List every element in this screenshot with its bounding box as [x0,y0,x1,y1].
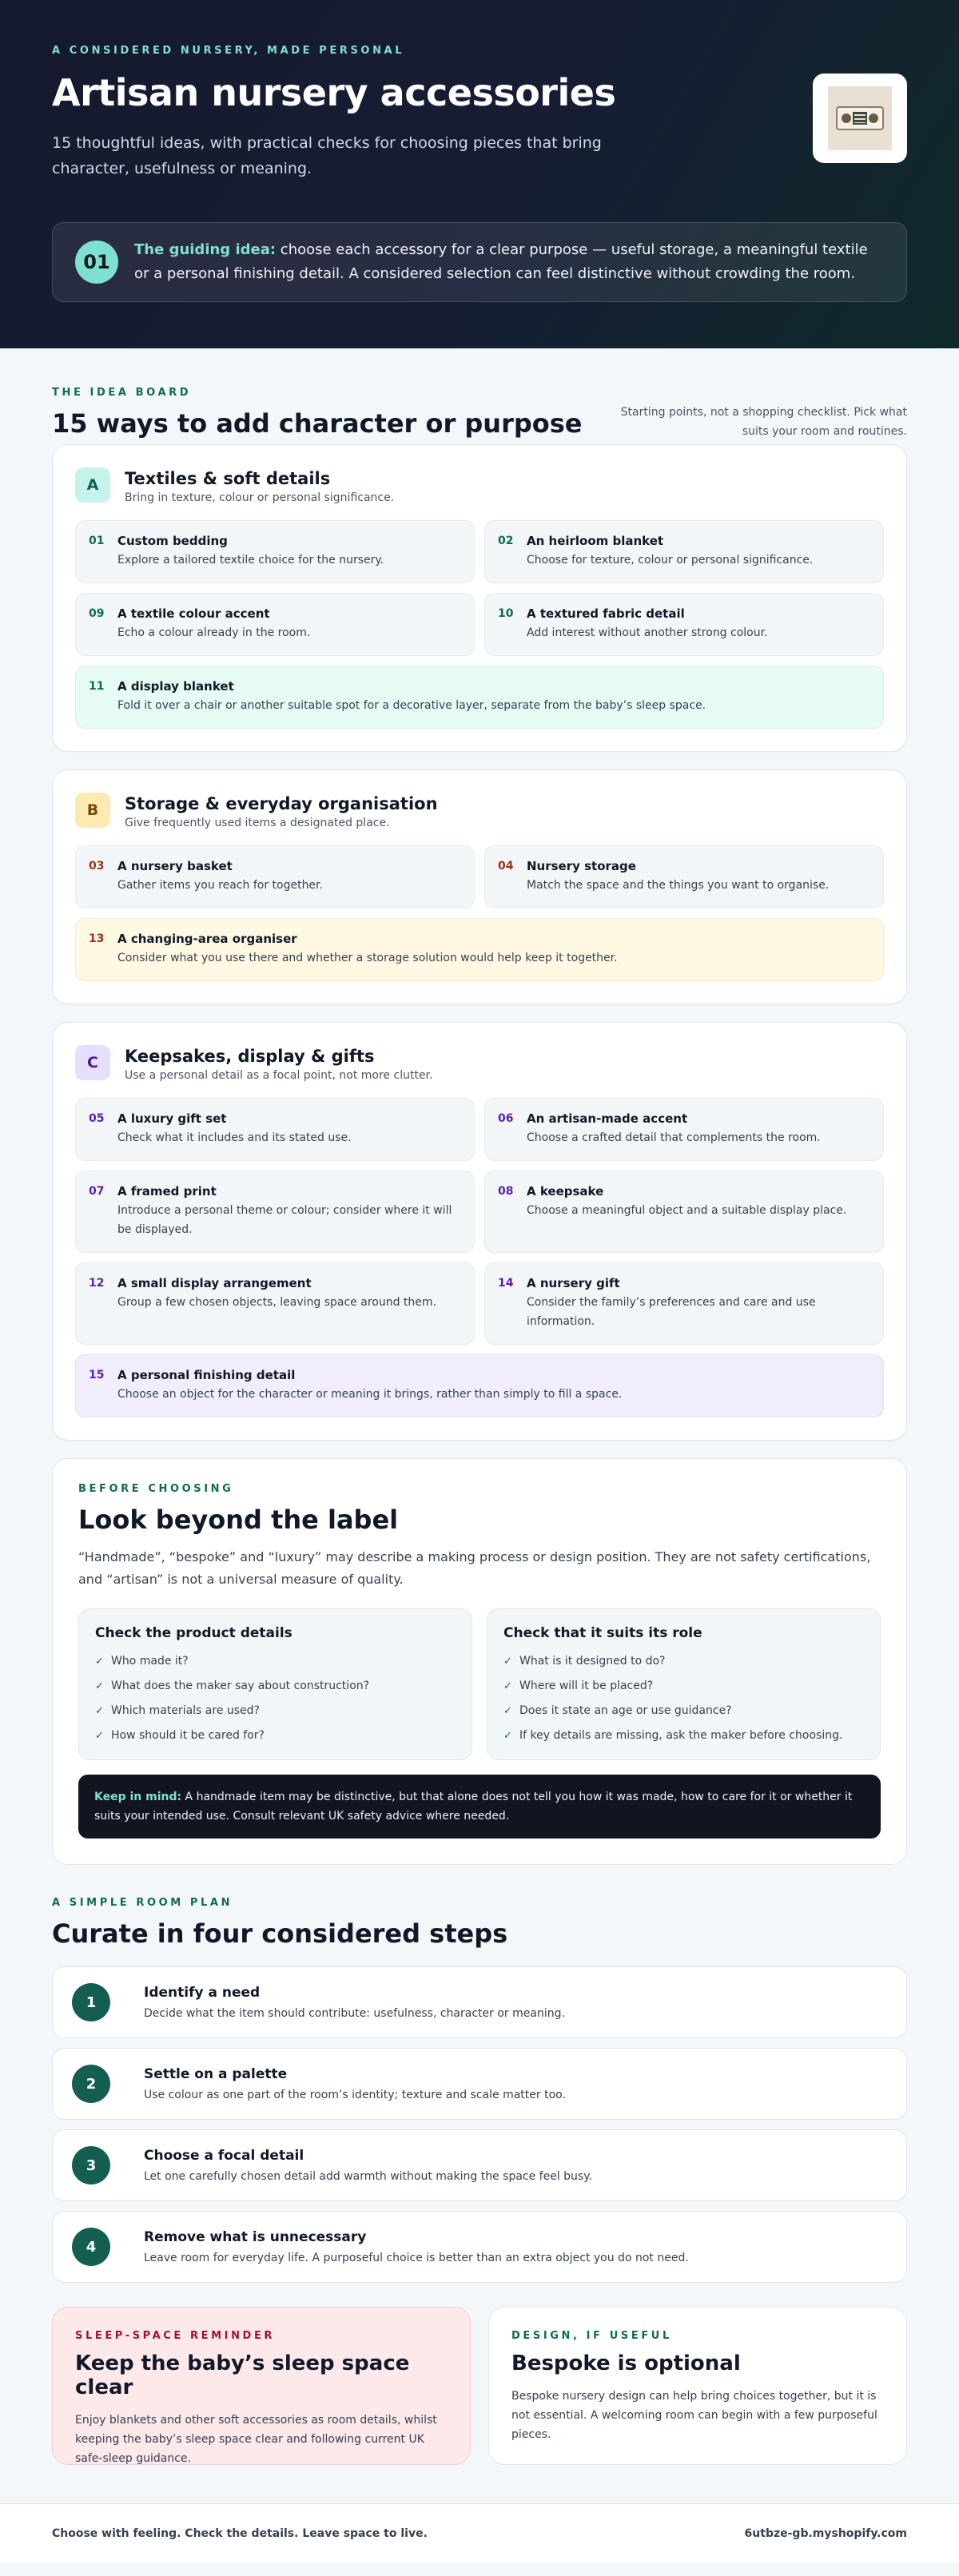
checklist-item-text: Does it state an age or use guidance? [519,1704,732,1717]
group-subtitle: Bring in texture, colour or personal significance. [125,491,395,504]
idea-number: 02 [498,535,514,547]
footer-site-link[interactable]: 6utbze-gb.myshopify.com [744,2526,907,2540]
group-title: Keepsakes, display & gifts [125,1047,375,1066]
plan-step [52,2048,907,2120]
idea-number: 07 [89,1185,105,1198]
guiding-idea-body: choose each accessory for a clear purpose — useful storage, a meaningful textile or a personal finishing detail. A considered selection can feel distinctive without crowding the room. [134,241,868,282]
check-icon: ✓ [95,1705,104,1717]
idea-title: A nursery basket [117,859,233,873]
group-header [75,467,884,504]
idea-number: 15 [89,1369,105,1381]
idea-title: A display blanket [117,679,234,694]
idea-grid [75,845,884,981]
before-eyebrow: BEFORE CHOOSING [78,1483,234,1495]
idea-number: 10 [498,607,514,620]
step-title: Remove what is unnecessary [144,2229,367,2245]
hero-subtitle: 15 thoughtful ideas, with practical checks for choosing pieces that bring character, usefulness or meaning. [52,134,602,177]
step-title: Identify a need [144,1985,261,2001]
idea-description: Match the space and the things you want to organise. [527,879,830,892]
idea-title: Custom bedding [117,534,228,548]
group-keepsakes [52,1022,907,1441]
idea-number: 06 [498,1112,514,1125]
checklist-item [95,1674,456,1699]
idea-card-highlight [75,1354,884,1417]
idea-description: Choose a crafted detail that complements the room. [527,1131,821,1144]
group-subtitle: Use a personal detail as a focal point, not more clutter. [125,1069,433,1082]
idea-card [75,1098,475,1161]
idea-title: Nursery storage [527,859,636,873]
checklist-item [95,1699,456,1723]
checklist-product-details [78,1608,472,1760]
idea-description: Explore a tailored textile choice for the nursery. [117,554,384,566]
step-description: Leave room for everyday life. A purposeful choice is better than an extra object you do not need. [144,2252,689,2264]
group-title: Storage & everyday organisation [125,794,438,813]
idea-title: A changing-area organiser [117,932,297,946]
step-description: Let one carefully chosen detail add warmth without making the space feel busy. [144,2170,592,2183]
checklist-item [503,1699,864,1723]
idea-card [484,520,884,583]
sleep-space-reminder-card [52,2307,471,2465]
idea-description: Fold it over a chair or another suitable spot for a decorative layer, separate from the baby’s sleep space. [117,699,706,712]
idea-card [484,845,884,908]
idea-number: 04 [498,860,514,873]
idea-title: A textile colour accent [117,606,270,621]
idea-number: 14 [498,1277,514,1290]
checklist-item [95,1723,456,1748]
before-intro: “Handmade”, “bespoke” and “luxury” may describe a making process or design position. They are not safety certifications, and “artisan” is not a universal measure of quality. [78,1549,871,1587]
guiding-idea-panel [52,222,907,302]
checklist-item-text: Which materials are used? [111,1704,260,1717]
keep-in-mind-note [78,1775,881,1839]
idea-number: 11 [89,680,105,693]
group-letter-badge: C [75,1045,110,1080]
group-header [75,793,884,829]
group-letter-badge: B [75,793,110,828]
keep-in-mind-label: Keep in mind: [94,1791,182,1803]
idea-board-eyebrow: THE IDEA BOARD [52,387,192,399]
step-description: Use colour as one part of the room’s identity; texture and scale matter too. [144,2089,566,2101]
check-icon: ✓ [503,1705,512,1717]
idea-card [484,1171,884,1253]
step-description: Decide what the item should contribute: usefulness, character or meaning. [144,2007,565,2020]
checklist-item-text: Where will it be placed? [519,1680,654,1692]
room-plan-eyebrow: A SIMPLE ROOM PLAN [52,1897,233,1909]
idea-title: An artisan-made accent [527,1111,688,1126]
shop-logo[interactable] [813,74,907,163]
before-title: Look beyond the label [78,1505,399,1535]
check-icon: ✓ [503,1730,512,1742]
checklist-title: Check the product details [95,1625,292,1641]
checklist-title: Check that it suits its role [503,1625,702,1641]
checklist-item-text: What is it designed to do? [519,1655,666,1668]
group-subtitle: Give frequently used items a designated place. [125,817,390,829]
keep-in-mind-text: A handmade item may be distinctive, but that alone does not tell you how it was made, how to care for it or whether it suits your intended use. Consult relevant UK safety advice where needed. [94,1791,853,1823]
idea-card-highlight [75,918,884,981]
page-footer [0,2503,959,2562]
idea-number: 05 [89,1112,105,1125]
idea-description: Choose an object for the character or meaning it brings, rather than simply to fill a space. [117,1388,623,1401]
idea-card [75,1171,475,1253]
idea-description: Group a few chosen objects, leaving space around them. [117,1296,436,1309]
footer-tagline: Choose with feeling. Check the details. Leave space to live. [52,2526,428,2540]
idea-board-section [0,348,959,2465]
reminder-text: Enjoy blankets and other soft accessories as room details, whilst keeping the baby’s sleep space clear and following current UK safe-sleep guidance. [75,2414,437,2465]
idea-card-highlight [75,666,884,729]
step-number: 4 [72,2228,110,2266]
guiding-idea-text [134,238,884,286]
reminder-eyebrow: SLEEP-SPACE REMINDER [75,2330,276,2342]
idea-card [75,1262,475,1345]
idea-description: Check what it includes and its stated use. [117,1131,352,1144]
idea-description: Echo a colour already in the room. [117,626,311,639]
idea-number: 12 [89,1277,105,1290]
checklists [78,1608,881,1760]
hero-eyebrow: A CONSIDERED NURSERY, MADE PERSONAL [52,45,405,57]
group-storage [52,769,907,1004]
idea-title: A nursery gift [527,1276,620,1290]
bottom-cards [52,2307,907,2465]
idea-card [484,1262,884,1345]
checklist-item-text: How should it be cared for? [111,1729,265,1742]
guiding-number-badge: 01 [75,241,118,284]
idea-description: Consider the family’s preferences and care and use information. [527,1296,816,1328]
step-title: Choose a focal detail [144,2148,304,2164]
page-title: Artisan nursery accessories [52,71,616,114]
group-letter-badge: A [75,467,110,503]
idea-number: 08 [498,1185,514,1198]
plan-step [52,2211,907,2283]
checklist-item-text: Who made it? [111,1655,189,1668]
idea-description: Choose for texture, colour or personal significance. [527,554,814,566]
idea-title: A personal finishing detail [117,1368,296,1382]
bespoke-eyebrow: DESIGN, IF USEFUL [511,2330,672,2342]
idea-title: A textured fabric detail [527,606,685,621]
step-number: 1 [72,1983,110,2021]
checklist-item-text: If key details are missing, ask the maker before choosing. [519,1729,843,1742]
idea-description: Choose a meaningful object and a suitable display place. [527,1204,847,1217]
idea-board-note: Starting points, not a shopping checklist. Pick what suits your room and routines. [620,406,907,438]
checklist-item-text: What does the maker say about construction? [111,1680,370,1692]
idea-title: An heirloom blanket [527,534,664,548]
checklist-item [503,1674,864,1699]
room-plan-header [52,1865,907,1949]
step-title: Settle on a palette [144,2066,288,2082]
idea-card [75,520,475,583]
idea-card [484,593,884,656]
idea-card [75,593,475,656]
idea-description: Consider what you use there and whether a storage solution would help keep it together. [117,952,618,964]
hero-banner [0,0,959,348]
idea-title: A framed print [117,1184,217,1199]
idea-number: 13 [89,932,105,945]
bespoke-title: Bespoke is optional [511,2351,741,2375]
checklist-item [503,1649,864,1674]
check-icon: ✓ [95,1680,104,1692]
bespoke-card [488,2307,907,2465]
idea-description: Gather items you reach for together. [117,879,323,892]
group-textiles [52,444,907,752]
bespoke-text: Bespoke nursery design can help bring choices together, but it is not essential. A welcoming room can begin with a few purposeful pieces. [511,2390,877,2441]
idea-number: 03 [89,860,105,873]
shop-logo-icon [828,86,892,150]
idea-board-title: 15 ways to add character or purpose [52,408,583,439]
idea-grid [75,1098,884,1417]
idea-description: Add interest without another strong colour. [527,626,768,639]
guiding-idea-label: The guiding idea: [134,241,277,258]
idea-number: 01 [89,535,105,547]
checklist-item [503,1723,864,1748]
plan-step [52,1966,907,2038]
check-icon: ✓ [95,1730,104,1742]
checklist-suits-role [487,1608,881,1760]
step-number: 3 [72,2146,110,2184]
idea-description: Introduce a personal theme or colour; consider where it will be displayed. [117,1204,452,1236]
step-number: 2 [72,2065,110,2103]
idea-title: A small display arrangement [117,1276,312,1290]
before-choosing-panel [52,1458,907,1865]
check-icon: ✓ [503,1656,512,1668]
checklist-item [95,1649,456,1674]
idea-board-header [52,348,907,444]
check-icon: ✓ [503,1680,512,1692]
room-plan-title: Curate in four considered steps [52,1918,508,1949]
check-icon: ✓ [95,1656,104,1668]
group-header [75,1045,884,1082]
idea-title: A luxury gift set [117,1111,227,1126]
idea-card [75,845,475,908]
reminder-title: Keep the baby’s sleep space clear [75,2351,410,2399]
plan-step [52,2129,907,2201]
idea-number: 09 [89,607,105,620]
group-title: Textiles & soft details [125,469,331,488]
idea-grid [75,520,884,729]
idea-title: A keepsake [527,1184,604,1199]
idea-card [484,1098,884,1161]
